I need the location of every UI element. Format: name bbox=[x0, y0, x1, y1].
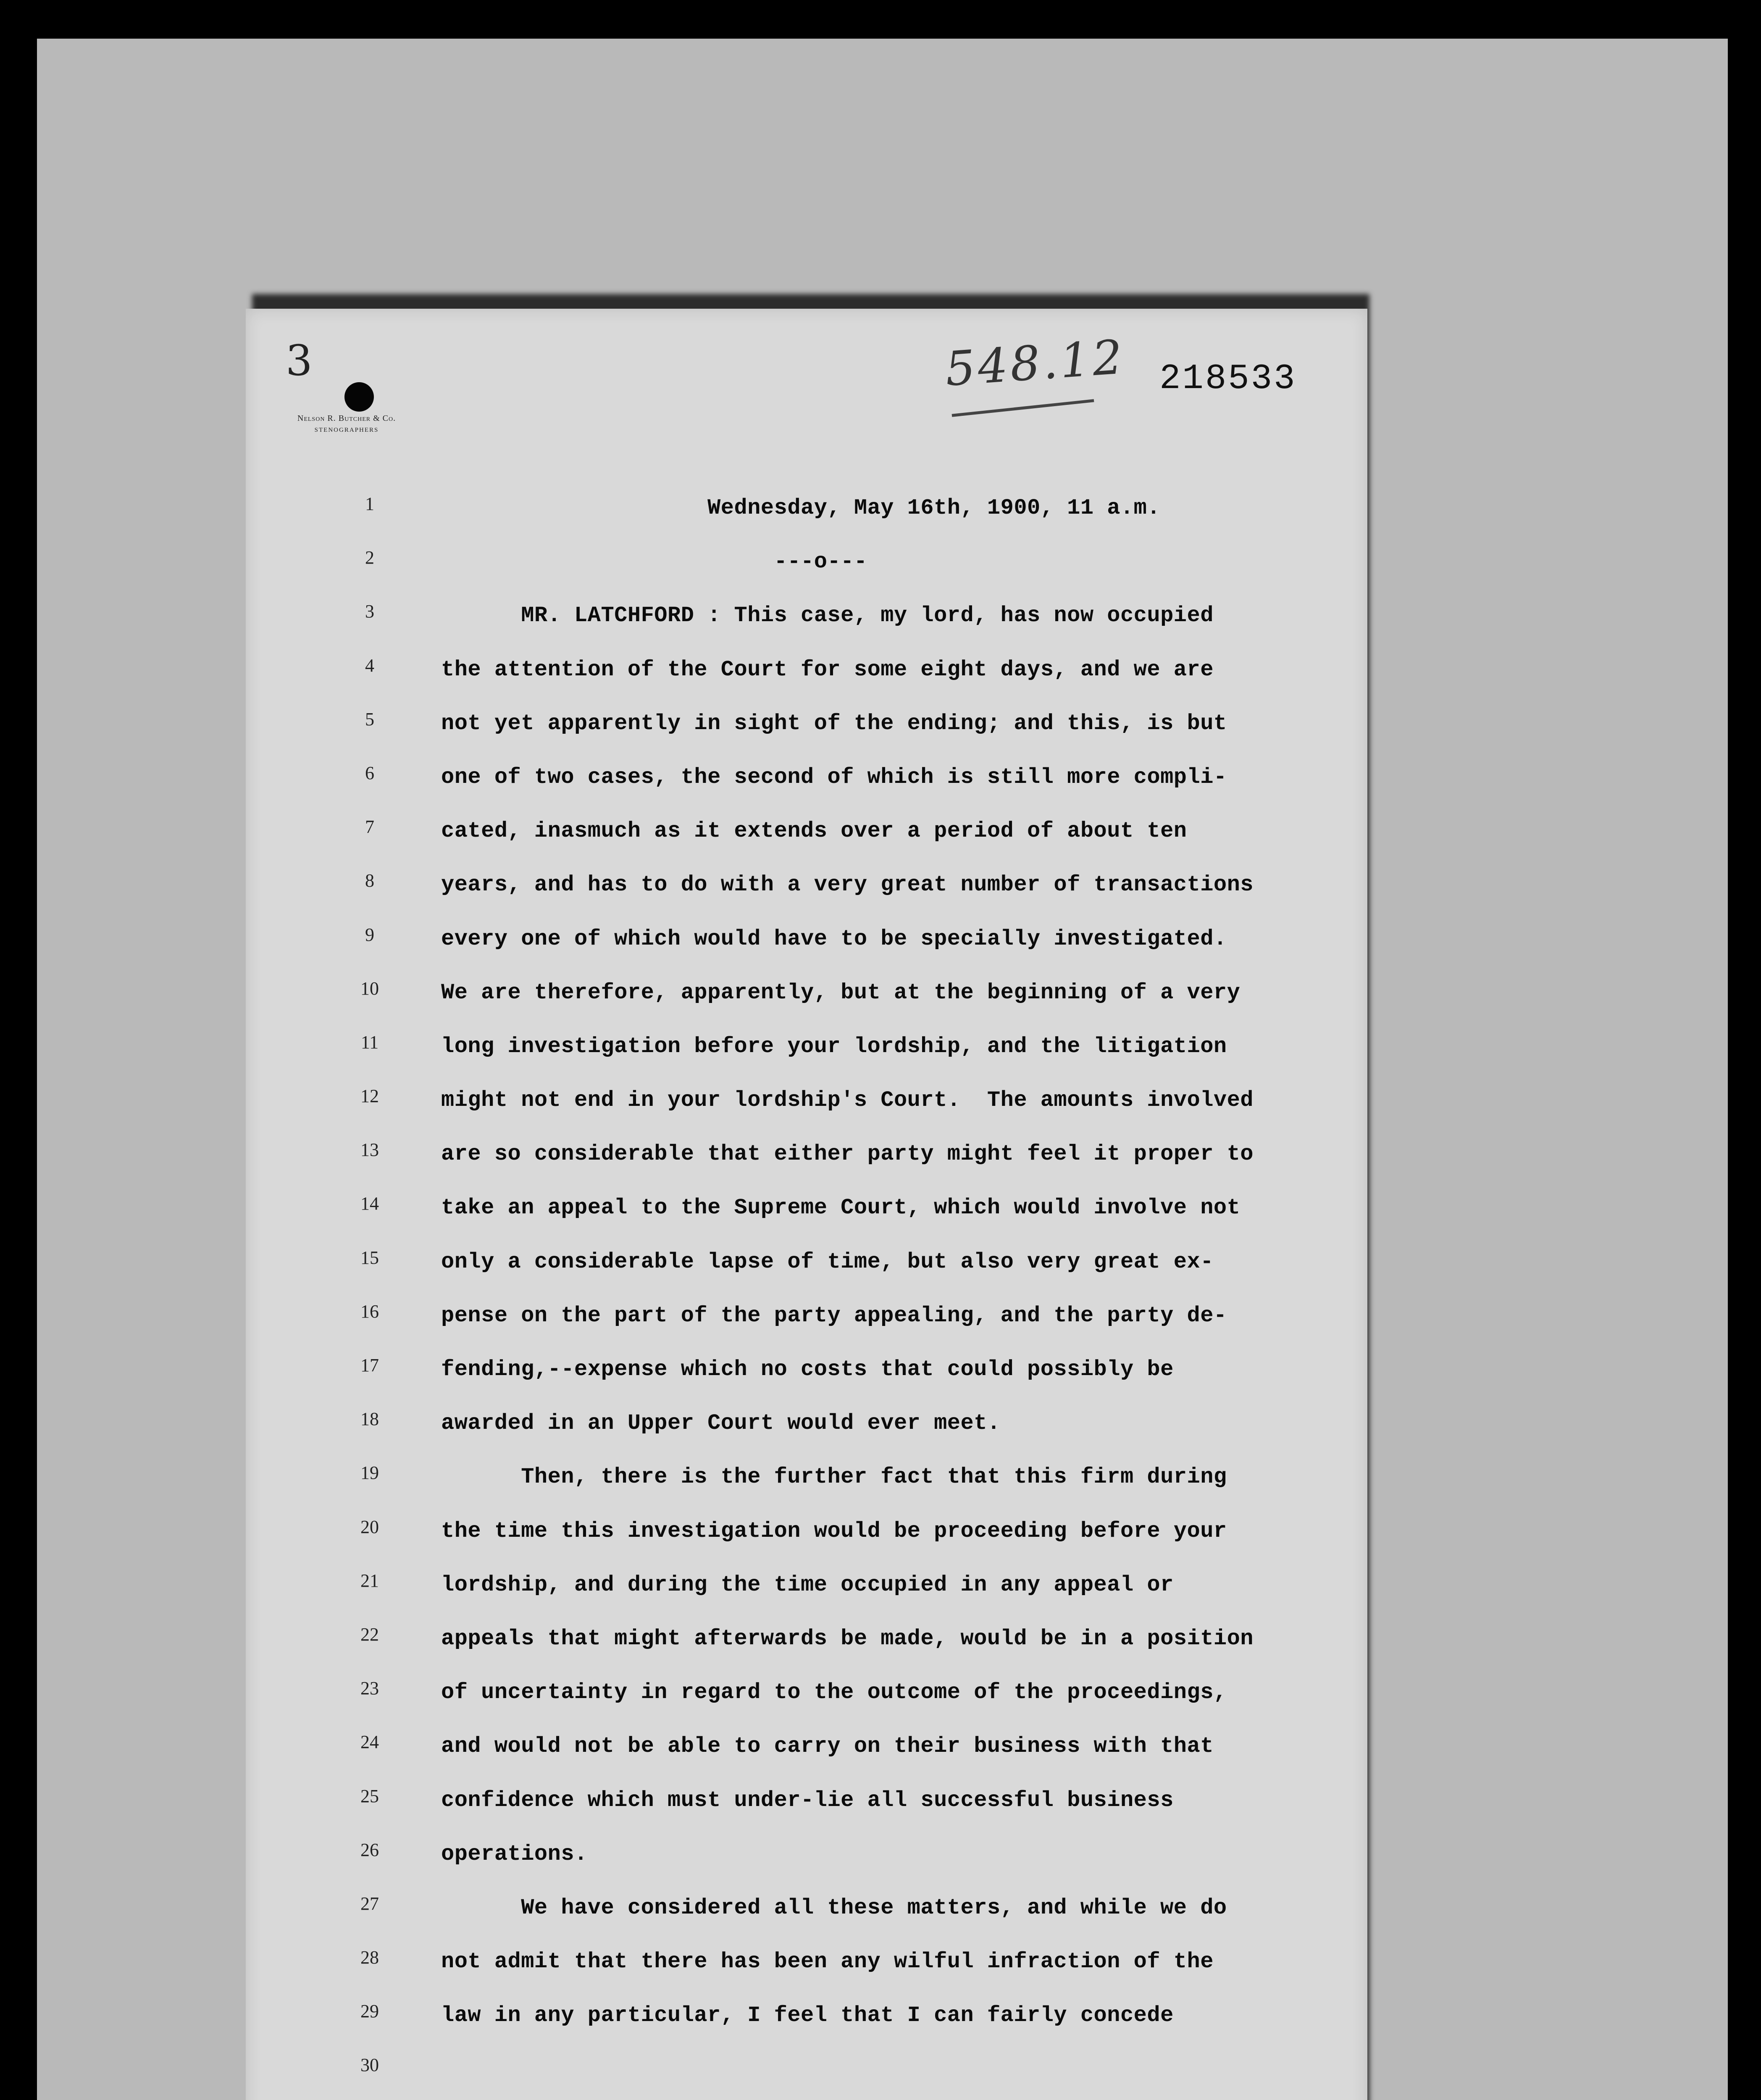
line-number: 28 bbox=[360, 1947, 379, 1968]
transcript-line: We are therefore, apparently, but at the beginning of a very bbox=[441, 980, 1241, 1005]
transcript-line: the attention of the Court for some eight days, and we are bbox=[441, 657, 1214, 682]
transcript-line: not yet apparently in sight of the ending; and this, is but bbox=[441, 711, 1227, 736]
transcript-line: only a considerable lapse of time, but also very great ex- bbox=[441, 1249, 1214, 1274]
transcript-line: one of two cases, the second of which is still more compli- bbox=[441, 764, 1227, 790]
letterhead-role: STENOGRAPHERS bbox=[314, 427, 379, 433]
line-number: 20 bbox=[360, 1516, 379, 1537]
line-number: 24 bbox=[360, 1732, 379, 1753]
transcript-line: long investigation before your lordship, and the litigation bbox=[441, 1034, 1227, 1059]
line-number: 22 bbox=[360, 1624, 379, 1645]
transcript-line: ---o--- bbox=[441, 549, 867, 575]
transcript-line: lordship, and during the time occupied in any appeal or bbox=[441, 1572, 1174, 1597]
transcript-line: of uncertainty in regard to the outcome of the proceedings, bbox=[441, 1680, 1227, 1705]
line-number: 5 bbox=[365, 709, 374, 730]
line-number: 18 bbox=[360, 1409, 379, 1430]
transcript-line: are so considerable that either party might feel it proper to bbox=[441, 1142, 1254, 1167]
transcript-line bbox=[441, 2057, 1315, 2100]
line-number: 21 bbox=[360, 1570, 379, 1591]
line-number: 4 bbox=[365, 655, 374, 676]
line-number: 7 bbox=[365, 816, 374, 837]
line-number: 26 bbox=[360, 1839, 379, 1860]
transcript-line: and would not be able to carry on their business with that bbox=[441, 1734, 1214, 1759]
transcript-line: fending,--expense which no costs that could possibly be bbox=[441, 1357, 1174, 1382]
transcript-line: appeals that might afterwards be made, would be in a position bbox=[441, 1626, 1254, 1651]
line-number: 1 bbox=[365, 494, 374, 514]
line-number: 12 bbox=[360, 1086, 379, 1107]
line-number: 10 bbox=[360, 978, 379, 999]
line-number: 30 bbox=[360, 2055, 379, 2076]
line-number: 17 bbox=[360, 1355, 379, 1376]
transcript-line: not admit that there has been any wilful infraction of the bbox=[441, 1949, 1214, 1974]
handwritten-reference: 548.12 bbox=[943, 330, 1127, 397]
punch-hole bbox=[344, 382, 374, 412]
line-number-column bbox=[353, 491, 386, 2100]
transcript-line: the time this investigation would be proceeding before your bbox=[441, 1518, 1227, 1544]
line-number: 23 bbox=[360, 1678, 379, 1699]
letterhead bbox=[267, 414, 426, 434]
transcript-line: take an appeal to the Supreme Court, which would involve not bbox=[441, 1195, 1241, 1221]
line-number: 11 bbox=[360, 1032, 379, 1053]
transcript-line: MR. LATCHFORD : This case, my lord, has now occupied bbox=[441, 603, 1214, 628]
line-number: 29 bbox=[360, 2001, 379, 2022]
transcript-line: awarded in an Upper Court would ever meet. bbox=[441, 1411, 1001, 1436]
line-number: 6 bbox=[365, 762, 374, 783]
transcript-line: every one of which would have to be specially investigated. bbox=[441, 926, 1227, 951]
line-number: 25 bbox=[360, 1785, 379, 1806]
line-number: 8 bbox=[365, 870, 374, 891]
line-number: 3 bbox=[365, 601, 374, 622]
transcript-line: years, and has to do with a very great number of transactions bbox=[441, 872, 1254, 898]
line-number: 9 bbox=[365, 924, 374, 945]
transcript-line: pense on the part of the party appealing, and the party de- bbox=[441, 1303, 1227, 1328]
transcript-line: Then, there is the further fact that this firm during bbox=[441, 1465, 1227, 1490]
letterhead-firm: Nelson R. Butcher & Co. bbox=[297, 414, 396, 423]
transcript-line: Wednesday, May 16th, 1900, 11 a.m. bbox=[441, 496, 1161, 520]
transcript-line: might not end in your lordship's Court. The amounts involved bbox=[441, 1088, 1254, 1113]
corner-mark: 3 bbox=[286, 336, 313, 385]
line-number: 14 bbox=[360, 1193, 379, 1214]
line-number: 13 bbox=[360, 1139, 379, 1160]
transcript-line: confidence which must under-lie all successful business bbox=[441, 1788, 1174, 1813]
line-number: 27 bbox=[360, 1893, 379, 1914]
transcript-body bbox=[441, 496, 1315, 2100]
line-number: 16 bbox=[360, 1301, 379, 1322]
document-number: 218533 bbox=[1159, 359, 1297, 399]
line-number: 2 bbox=[365, 547, 374, 568]
line-number: 15 bbox=[360, 1247, 379, 1268]
transcript-line: operations. bbox=[441, 1841, 588, 1866]
transcript-line: We have considered all these matters, and while we do bbox=[441, 1895, 1227, 1920]
line-number: 19 bbox=[360, 1462, 379, 1483]
transcript-line: cated, inasmuch as it extends over a period of about ten bbox=[441, 819, 1187, 844]
transcript-line: law in any particular, I feel that I can fairly concede bbox=[441, 2003, 1174, 2028]
